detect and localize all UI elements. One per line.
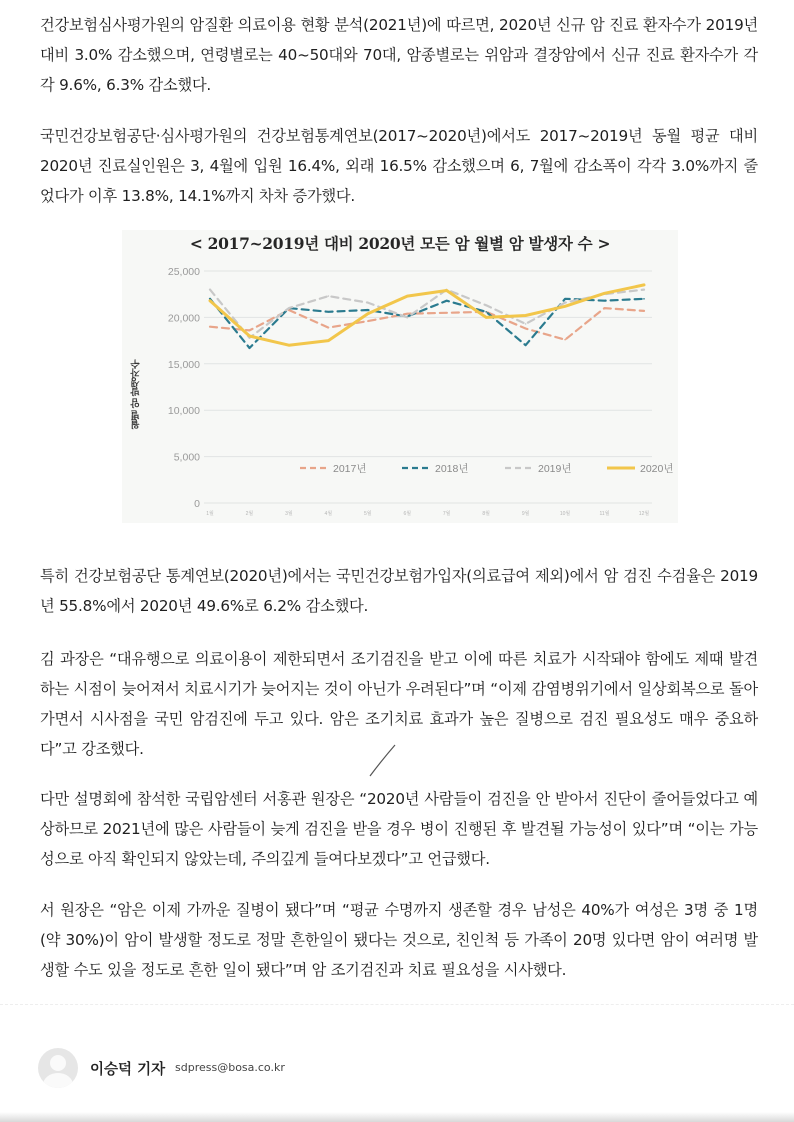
paragraph-6: 서 원장은 “암은 이제 가까운 질병이 됐다”며 “평균 수명까지 생존할 경우 남성은 40%가 여성은 3명 중 1명(약 30%)이 암이 발생할 정도로 정말 흔한일이 됐다는 것으로, 친인척 등 가족이 20명 있다면 암이 여러명 발생할 수도 있을 정도로 흔한 일이 됐다”며 암 조기검진과 치료 필요성을 시사했다. — [40, 901, 758, 979]
data-point — [406, 317, 408, 319]
data-point — [367, 313, 369, 315]
data-point — [525, 328, 527, 330]
data-point — [406, 295, 408, 297]
data-point — [328, 311, 330, 313]
pen-stroke-mark — [360, 742, 400, 782]
data-point — [643, 289, 645, 291]
paragraph-4: 김 과장은 “대유행으로 의료이용이 제한되면서 조기검진을 받고 이에 따른 치료가 시작돼야 함에도 제때 발견하는 시점이 늦어져서 치료시기가 늦어지는 것이 아닌가 우려된다”며 “이제 감염병위기에서 일상회복으로 돌아가면서 시사점을 국민 암검진에 두고 있다. 암은 조기치료 효과가 높은 질병으로 검진 필요성도 매우 중요하다”고 강조했다. — [40, 650, 758, 758]
data-point — [525, 344, 527, 346]
data-point — [564, 302, 566, 304]
data-point — [446, 312, 448, 314]
y-tick-label: 20,000 — [167, 312, 200, 325]
data-point — [328, 340, 330, 342]
x-tick-label: 6월 — [403, 511, 412, 517]
chart-plot-area — [122, 230, 678, 523]
data-point — [643, 284, 645, 286]
data-point — [406, 313, 408, 315]
chart-title: < 2017~2019년 대비 2020년 모든 암 월별 암 발생자 수 > — [189, 234, 611, 253]
page-bottom-edge — [0, 1112, 794, 1122]
footer-divider — [0, 1004, 794, 1005]
legend-label: 2019년 — [538, 463, 572, 475]
data-point — [288, 307, 290, 309]
x-tick-label: 10월 — [559, 511, 571, 517]
paragraph-5: 다만 설명회에 참석한 국립암센터 서홍관 원장은 “2020년 사람들이 검진을 안 받아서 진단이 줄어들었다고 예상하므로 2021년에 많은 사람들이 늦게 검진을 받을 경우 병이 진행된 후 발견될 가능성이 있다”며 “이는 가능성으로 아직 확인되지 않았는데, 주의깊게 들여다보겠다”고 언급했다. — [40, 790, 758, 868]
data-point — [367, 309, 369, 311]
paragraph-1: 건강보험심사평가원의 암질환 의료이용 현황 분석(2021년)에 따르면, 2020년 신규 암 진료 환자수가 2019년 대비 3.0% 감소했으며, 연령별로는 40~50대와 70대, 암종별로는 위암과 결장암에서 신규 진료 환자수가 각각 9.6%, 6.3% 감소했다. — [40, 16, 758, 94]
data-point — [328, 327, 330, 329]
y-tick-label: 10,000 — [167, 405, 200, 418]
paragraph-3: 특히 건강보험공단 통계연보(2020년)에서는 국민건강보험가입자(의료급여 제외)에서 암 검진 수검율은 2019년 55.8%에서 2020년 49.6%로 6.2% 감소했다. — [40, 567, 758, 615]
avatar-head — [50, 1055, 66, 1071]
data-point — [564, 298, 566, 300]
cancer-incidence-chart — [122, 230, 678, 523]
y-tick-label: 25,000 — [167, 266, 200, 278]
paragraph-2: 국민건강보험공단·심사평가원의 건강보험통계연보(2017~2020년)에서도 2017~2019년 동월 평균 대비 2020년 진료실인원은 3, 4월에 입원 16.4%, 외래 16.5% 감소했으며 6, 7월에 감소폭이 각각 3.0%까지 줄었다가 이후 13.8%, 14.1%까지 차차 증가했다. — [40, 127, 758, 205]
x-tick-label: 8월 — [482, 511, 490, 517]
data-point — [525, 315, 527, 317]
reporter-avatar — [38, 1048, 78, 1088]
data-point — [288, 344, 290, 346]
data-point — [249, 347, 251, 349]
data-point — [564, 305, 566, 307]
reporter-name: 이승덕 기자 — [90, 1062, 166, 1078]
data-point — [564, 339, 566, 341]
data-point — [446, 290, 448, 292]
data-point — [209, 289, 211, 291]
data-point — [249, 335, 251, 337]
x-tick-label: 1월 — [206, 511, 214, 517]
data-point — [643, 310, 645, 312]
series-line-2020년 — [210, 285, 644, 345]
legend-label: 2018년 — [435, 463, 469, 475]
data-point — [604, 300, 606, 302]
legend-label: 2017년 — [333, 463, 367, 475]
legend-label: 2020년 — [640, 463, 674, 475]
data-point — [643, 298, 645, 300]
data-point — [446, 300, 448, 302]
x-tick-label: 2월 — [245, 511, 254, 517]
data-point — [367, 302, 369, 304]
data-point — [485, 305, 487, 307]
x-tick-label: 7월 — [442, 511, 451, 517]
data-point — [209, 300, 211, 302]
x-tick-label: 11월 — [599, 511, 610, 517]
data-point — [209, 326, 211, 328]
data-point — [485, 311, 487, 313]
x-tick-label: 12월 — [638, 511, 650, 517]
x-tick-label: 5월 — [364, 511, 372, 517]
x-tick-label: 3월 — [285, 511, 293, 517]
series-line-2017년 — [210, 308, 644, 340]
avatar-body — [43, 1073, 73, 1088]
y-tick-label: 0 — [194, 498, 200, 510]
data-point — [485, 317, 487, 319]
data-point — [328, 295, 330, 297]
chart-y-axis-label: 월별 암 발생자수 — [131, 360, 142, 429]
y-tick-label: 15,000 — [167, 358, 200, 371]
reporter-email[interactable]: sdpress@bosa.co.kr — [175, 1061, 285, 1074]
data-point — [604, 292, 606, 294]
data-point — [525, 323, 527, 325]
data-point — [249, 330, 251, 332]
data-point — [604, 307, 606, 309]
x-tick-label: 4월 — [324, 511, 333, 517]
data-point — [367, 320, 369, 322]
y-tick-label: 5,000 — [173, 451, 200, 464]
x-tick-label: 9월 — [521, 511, 530, 517]
